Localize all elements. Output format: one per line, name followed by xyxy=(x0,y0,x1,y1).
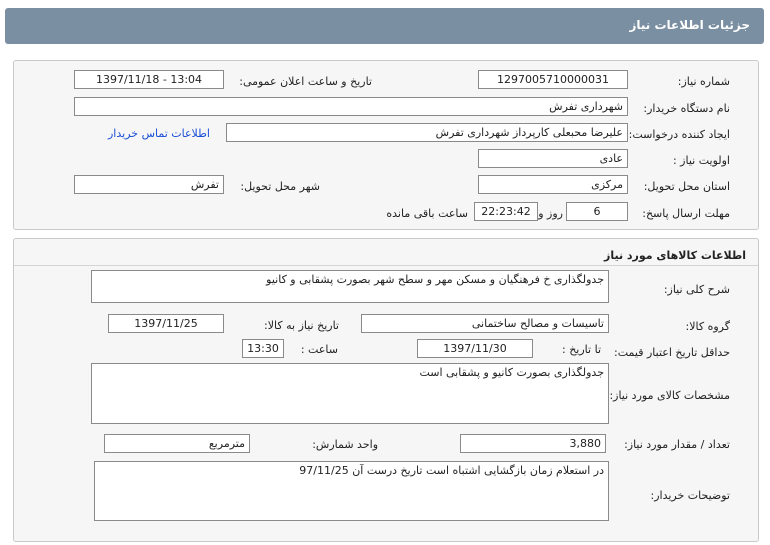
unit-field: مترمربع xyxy=(104,434,250,453)
general-desc-label: شرح کلی نیاز: xyxy=(663,283,730,296)
goods-specs-field: جدولگذاری بصورت کانیو و پشقابی است xyxy=(91,363,609,424)
goods-specs-label: مشخصات کالای مورد نیاز: xyxy=(609,389,730,402)
buyer-org-field: شهرداری تفرش xyxy=(74,97,628,116)
time-remaining-field: 22:23:42 xyxy=(474,202,538,221)
need-date-field: 1397/11/25 xyxy=(108,314,224,333)
to-date-label: تا تاریخ : xyxy=(562,343,601,356)
page-header xyxy=(5,8,764,44)
city-field: تفرش xyxy=(74,175,224,194)
buyer-contact-link[interactable]: اطلاعات تماس خریدار xyxy=(108,127,210,140)
announce-label: تاریخ و ساعت اعلان عمومی: xyxy=(239,75,372,88)
section-divider xyxy=(14,265,758,266)
province-field: مرکزی xyxy=(478,175,628,194)
page-title: جزئیات اطلاعات نیاز xyxy=(629,18,750,32)
buyer-notes-label: توضیحات خریدار: xyxy=(650,489,730,502)
goods-group-label: گروه کالا: xyxy=(685,320,730,333)
requester-field: علیرضا محبعلی کارپرداز شهرداری تفرش xyxy=(226,123,628,142)
city-label: شهر محل تحویل: xyxy=(240,180,320,193)
deadline-label: مهلت ارسال پاسخ: xyxy=(642,207,730,220)
goods-section-title: اطلاعات کالاهای مورد نیاز xyxy=(604,249,746,262)
goods-info-panel xyxy=(13,238,759,542)
general-desc-field: جدولگذاری خ فرهنگیان و مسکن مهر و سطح شهر بصورت پشقابی و کانیو xyxy=(91,270,609,303)
price-validity-label: حداقل تاریخ اعتبار قیمت: xyxy=(614,346,730,359)
days-remaining-field: 6 xyxy=(566,202,628,221)
announce-datetime-field: 1397/11/18 - 13:04 xyxy=(74,70,224,89)
unit-label: واحد شمارش: xyxy=(312,438,378,451)
validity-hour-label: ساعت : xyxy=(300,343,338,356)
priority-field: عادی xyxy=(478,149,628,168)
goods-group-field: تاسیسات و مصالح ساختمانی xyxy=(361,314,609,333)
need-number-field: 1297005710000031 xyxy=(478,70,628,89)
days-label: روز و xyxy=(538,207,563,220)
quantity-label: تعداد / مقدار مورد نیاز: xyxy=(624,438,730,451)
quantity-field: 3,880 xyxy=(460,434,606,453)
validity-hour-field: 13:30 xyxy=(242,339,284,358)
need-date-label: تاریخ نیاز به کالا: xyxy=(264,319,339,332)
requester-label: ایجاد کننده درخواست: xyxy=(628,128,730,141)
buyer-org-label: نام دستگاه خریدار: xyxy=(643,102,730,115)
time-remaining-label: ساعت باقی مانده xyxy=(386,207,468,220)
validity-date-field: 1397/11/30 xyxy=(417,339,533,358)
province-label: استان محل تحویل: xyxy=(643,180,730,193)
priority-label: اولویت نیاز : xyxy=(672,154,730,167)
buyer-notes-field: در استعلام زمان بازگشایی اشتباه است تاریخ درست آن 97/11/25 xyxy=(94,461,609,521)
need-info-panel xyxy=(13,60,759,230)
need-number-label: شماره نیاز: xyxy=(677,75,730,88)
